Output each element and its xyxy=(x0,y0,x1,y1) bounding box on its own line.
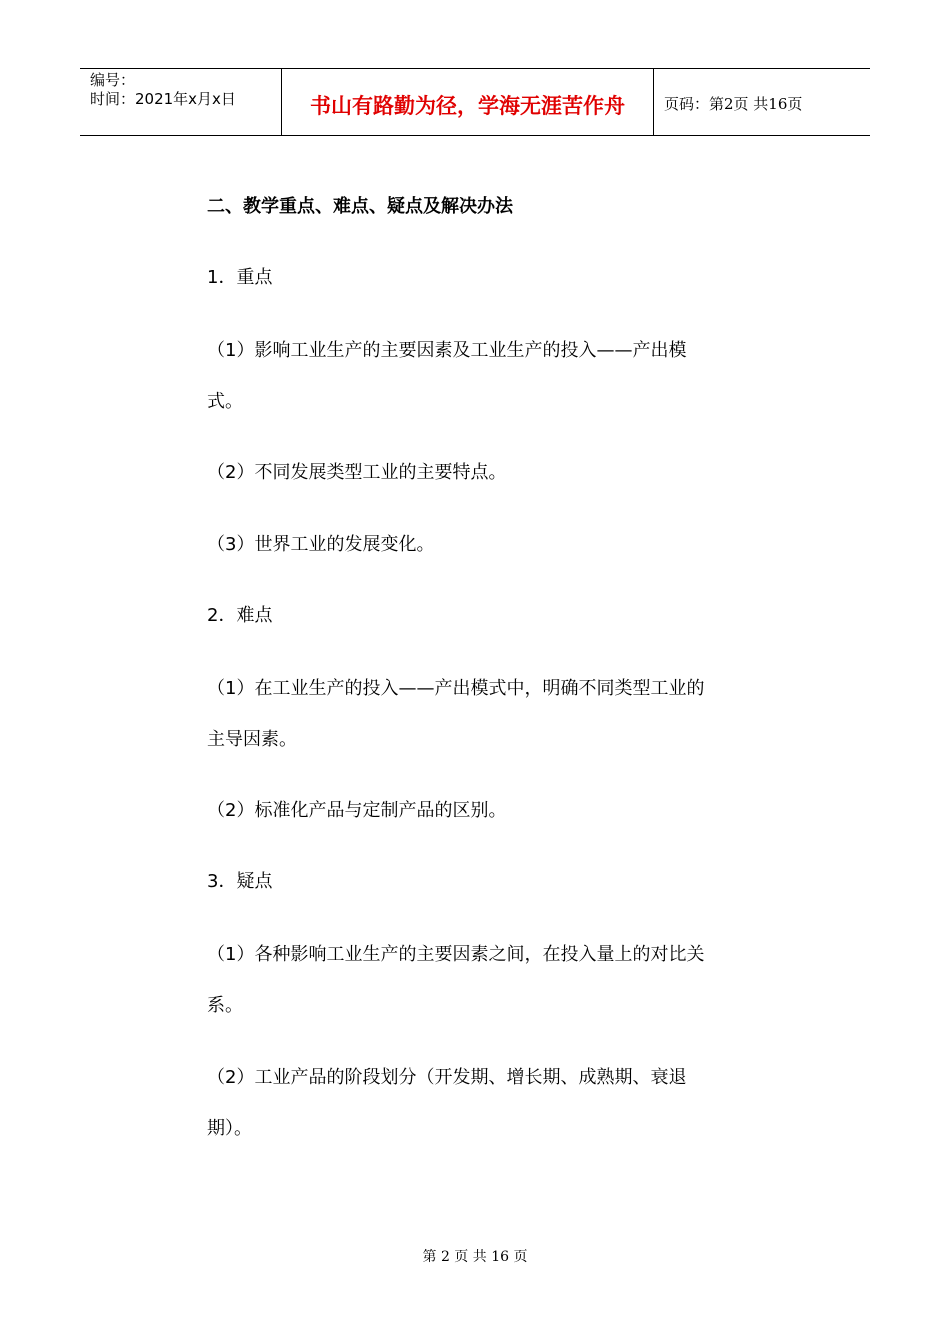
difficulty-2: （2）标准化产品与定制产品的区别。 xyxy=(207,800,507,821)
doubt-1-line-1: （1）各种影响工业生产的主要因素之间，在投入量上的对比关 xyxy=(207,944,705,965)
key-points-title: 1．重点 xyxy=(207,267,273,288)
page-footer: 第 2 页 共 16 页 xyxy=(422,1249,528,1265)
page-info: 页码：第2页 共16页 xyxy=(664,95,803,113)
number-label: 编号： xyxy=(90,71,136,89)
date-label: 时间：2021年x月x日 xyxy=(90,90,236,108)
difficulty-1-line-1: （1）在工业生产的投入——产出模式中，明确不同类型工业的 xyxy=(207,678,705,699)
header-page-cell xyxy=(654,69,870,135)
doubt-2-line-2: 期）。 xyxy=(207,1118,252,1139)
difficulties-title: 2．难点 xyxy=(207,605,273,626)
key-point-1-line-1: （1）影响工业生产的主要因素及工业生产的投入——产出模 xyxy=(207,340,687,361)
header-meta-cell xyxy=(80,69,281,135)
doubt-2-line-1: （2）工业产品的阶段划分（开发期、增长期、成熟期、衰退 xyxy=(207,1067,687,1088)
difficulty-1-line-2: 主导因素。 xyxy=(207,729,297,750)
key-point-3: （3）世界工业的发展变化。 xyxy=(207,534,435,555)
doubts-title: 3．疑点 xyxy=(207,871,273,892)
key-point-2: （2）不同发展类型工业的主要特点。 xyxy=(207,462,507,483)
doubt-1-line-2: 系。 xyxy=(207,995,243,1016)
page-header xyxy=(80,68,870,136)
key-point-1-line-2: 式。 xyxy=(207,391,243,412)
section-heading: 二、教学重点、难点、疑点及解决办法 xyxy=(207,196,513,217)
header-motto-cell xyxy=(281,69,654,135)
motto: 书山有路勤为径，学海无涯苦作舟 xyxy=(310,93,625,118)
